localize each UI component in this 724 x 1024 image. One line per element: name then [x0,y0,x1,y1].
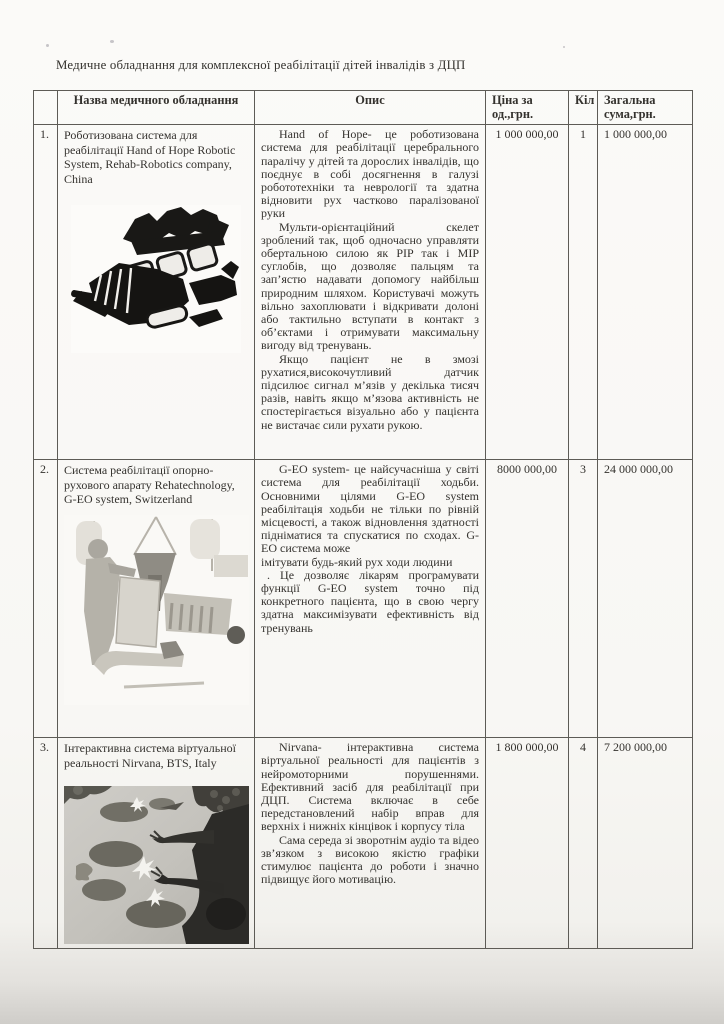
description-paragraph-2: Сама середа зі зворотнім аудіо та відео зв’язком з високою якістю графіки стимулює пацієнта до роботи і значно підвищує його мотивацію. [261,832,479,887]
table-row-geo-system [34,460,693,738]
description-paragraph-3: . Це дозволяє лікарям програмувати функції G-EO system точно під конкретного пацієнта, що в свою чергу здатна максимізувати ефективність від тренувань [261,567,479,635]
header-unit-price: Ціна за од.,грн. [486,91,569,125]
table-header-row [34,91,693,125]
header-description: Опис [255,91,486,125]
header-number [34,91,58,125]
description-paragraph-1: Nirvana- інтерактивна система віртуальної реальності для пацієнтів з нейромоторними порушеннями. Ефективний засіб для реабілітації при ДЦП. Система включає в себе передстановлений набір вправ для верхніх і нижніх кінцівок і корпусу тіла [261,740,479,834]
row-number: 1. [34,125,58,460]
table-row-nirvana [34,738,693,949]
scan-speck [46,44,49,47]
gait-rehabilitation-system-photo [64,515,249,705]
floor-projection-virtual-reality-photo [64,786,249,944]
equipment-name: Система реабілітації опорно-рухового апарату Rehatechnology, G-EO system, Switzerland [64,463,235,507]
equipment-name: Роботизована система для реабілітації Hand of Hope Robotic System, Rehab-Robotics company, China [64,128,236,186]
equipment-table [33,90,693,949]
header-total-sum: Загальна сума,грн. [598,91,693,125]
total-sum-value: 24 000 000,00 [598,460,693,738]
unit-price-value: 1 800 000,00 [486,738,569,949]
total-sum-value: 1 000 000,00 [598,125,693,460]
robotic-hand-exoskeleton-photo [71,205,241,353]
scan-speck [110,40,114,43]
gait-trainer-illustration [64,515,249,705]
row-number: 2. [34,460,58,738]
equipment-description-cell [255,738,486,949]
nirvana-projection-illustration [64,786,249,944]
header-equipment-name: Назва медичного обладнання [58,91,255,125]
scan-speck [563,46,565,48]
total-sum-value: 7 200 000,00 [598,738,693,949]
header-quantity: Кіл [569,91,598,125]
description-paragraph-2: імітувати будь-який рух ходи людини [261,554,453,569]
equipment-description-cell [255,460,486,738]
description-paragraph-3: Якщо пацієнт не в змозі рухатися,високочутливий датчик підсилює сигнал м’язів у декілька тисяч разів, навіть якщо м’язова активність не спостерігається візуально або у пацієнта не вистачає сили рухати рукою. [261,351,479,432]
equipment-name-cell [58,738,255,949]
description-paragraph-1: G-EO system- це найсучасніша у світі система для реабілітації ходьби. Основними цілями G-EO system реабілітація ходьби не тільки по рівній місцевості, а також відновлення здатності підніматися та спускатися по сходах. G-EO система може [261,462,479,556]
equipment-description-cell [255,125,486,460]
row-number: 3. [34,738,58,949]
unit-price-value: 1 000 000,00 [486,125,569,460]
robotic-hand-illustration [71,205,241,353]
description-paragraph-2: Мульти-орієнтаційний скелет зроблений так, щоб одночасно управляти обертальною силою як PIP так і MIP суглобів, що дозволяє пальцям та зап’ястю надавати допомогу найбільш природним шляхом. Користувачі можуть вільно захоплювати і відкривати долоні або тактильно вступати в контакт з об’єктами і отримувати максимальну вигоду від тренувань. [261,219,479,353]
equipment-name-cell [58,125,255,460]
equipment-name: Інтерактивна система віртуальної реальності Nirvana, BTS, Italy [64,741,236,770]
table-row-hand-of-hope [34,125,693,460]
description-paragraph-1: Hand of Hope- це роботизована система для реабілітації церебрального паралічу у дітей та дорослих інвалідів, що поєднує в собі досягнення в галузі робототехніки та неврології та здатна відновити рух частково паралізованої руки [261,127,479,221]
quantity-value: 4 [569,738,598,949]
equipment-name-cell [58,460,255,738]
quantity-value: 1 [569,125,598,460]
unit-price-value: 8000 000,00 [486,460,569,738]
quantity-value: 3 [569,460,598,738]
document-title: Медичне обладнання для комплексної реабілітації дітей інвалідів з ДЦП [56,58,466,72]
